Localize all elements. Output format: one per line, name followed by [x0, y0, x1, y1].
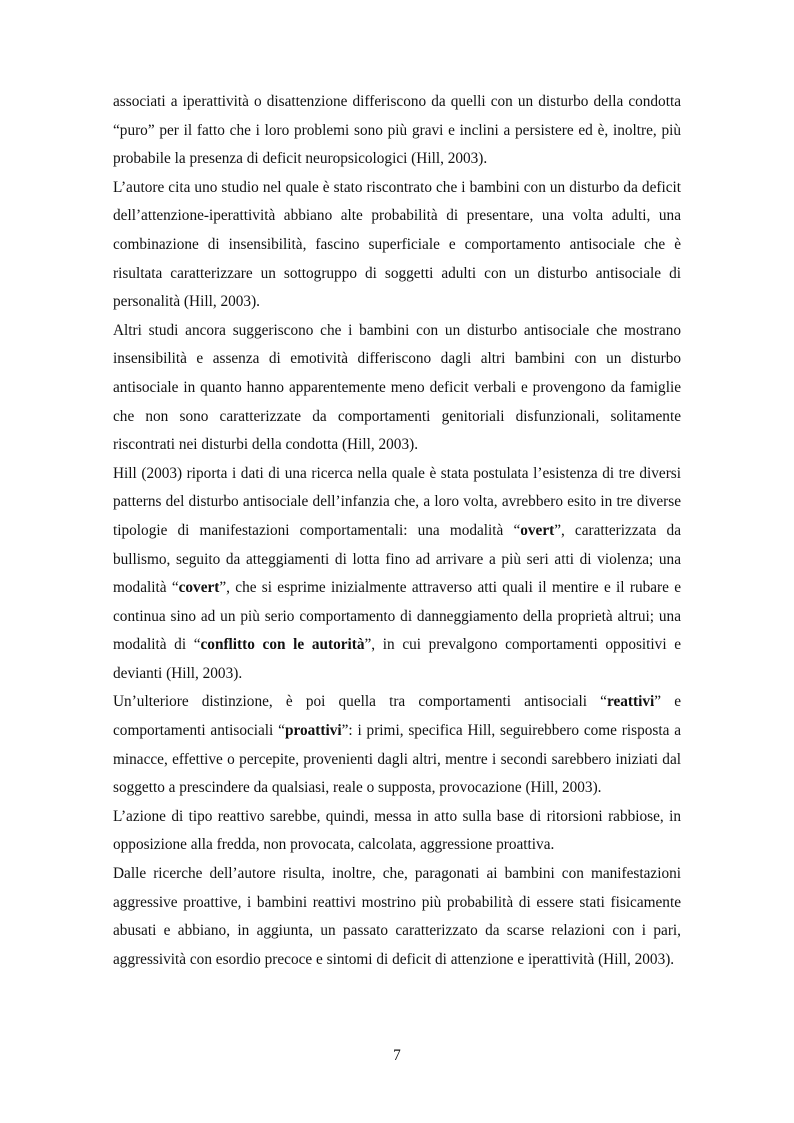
paragraph-text: ” e comportamenti antisociali “ — [113, 693, 681, 740]
paragraph-text: ”: i primi, specifica Hill, seguirebbero come risposta a minacce, effettive o percepite, provenienti dagli altri, mentre i secondi sarebbero iniziati dal soggetto a prescindere da qualsiasi, reale o supposta, provocazione (Hill, 2003). — [113, 722, 681, 797]
paragraph — [113, 460, 681, 689]
page-number: 7 — [393, 1047, 401, 1064]
bold-term-covert: covert — [178, 579, 220, 597]
bold-term-proattivi: proattivi — [284, 722, 342, 740]
paragraph: Dalle ricerche dell’autore risulta, inoltre, che, paragonati ai bambini con manifestazioni aggressive proattive, i bambini reattivi mostrino più probabilità di essere stati fisicamente abusati e abbiano, in aggiunta, un passato caratterizzato da scarse relazioni con i pari, aggressività con esordio precoce e sintomi di deficit di attenzione e iperattività (Hill, 2003). — [113, 865, 681, 968]
paragraph-text: Hill (2003) riporta i dati di una ricerca nella quale è stata postulata l’esistenza di tre diversi patterns del disturbo antisociale dell’infanzia che, a loro volta, avrebbero esito in tre diverse tipologie di manifestazioni comportamentali: una modalità “ — [113, 464, 681, 539]
page-body — [113, 88, 681, 974]
paragraph: associati a iperattività o disattenzione differiscono da quelli con un disturbo della condotta “puro” per il fatto che i loro problemi sono più gravi e inclini a persistere ed è, inoltre, più probabile la presenza di deficit neuropsicologici (Hill, 2003). — [113, 93, 681, 168]
paragraph-text: Un’ulteriore distinzione, è poi quella tra comportamenti antisociali “ — [113, 693, 607, 711]
bold-term-conflitto: conflitto con le autorità — [200, 636, 365, 654]
bold-term-reattivi: reattivi — [606, 693, 655, 711]
paragraph: L’autore cita uno studio nel quale è stato riscontrato che i bambini con un disturbo da deficit dell’attenzione-iperattività abbiano alte probabilità di presentare, una volta adulti, una combinazione di insensibilità, fascino superficiale e comportamento antisociale che è risultata caratterizzare un sottogruppo di soggetti adulti con un disturbo antisociale di personalità (Hill, 2003). — [113, 178, 681, 311]
paragraph: Altri studi ancora suggeriscono che i bambini con un disturbo antisociale che mostrano insensibilità e assenza di emotività differiscono dagli altri bambini con un disturbo antisociale in quanto hanno apparentemente meno deficit verbali e provengono da famiglie che non sono caratterizzate da comportamenti genitoriali disfunzionali, solitamente riscontrati nei disturbi della condotta (Hill, 2003). — [113, 321, 681, 454]
paragraph: L’azione di tipo reattivo sarebbe, quindi, messa in atto sulla base di ritorsioni rabbiose, in opposizione alla fredda, non provocata, calcolata, aggressione proattiva. — [113, 807, 681, 854]
bold-term-overt: overt — [520, 521, 555, 539]
paragraph-text: ”, caratterizzata da bullismo, seguito da atteggiamenti di lotta fino ad arrivare a più seri atti di violenza; una modalità “ — [113, 521, 681, 597]
paragraph — [113, 688, 681, 802]
paragraph-text: ”, che si esprime inizialmente attraverso atti quali il mentire e il rubare e continua sino ad un più serio comportamento di danneggiamento della proprietà altrui; una modalità di “ — [113, 579, 681, 654]
paragraph-text: ”, in cui prevalgono comportamenti oppositivi e devianti (Hill, 2003). — [113, 636, 682, 682]
